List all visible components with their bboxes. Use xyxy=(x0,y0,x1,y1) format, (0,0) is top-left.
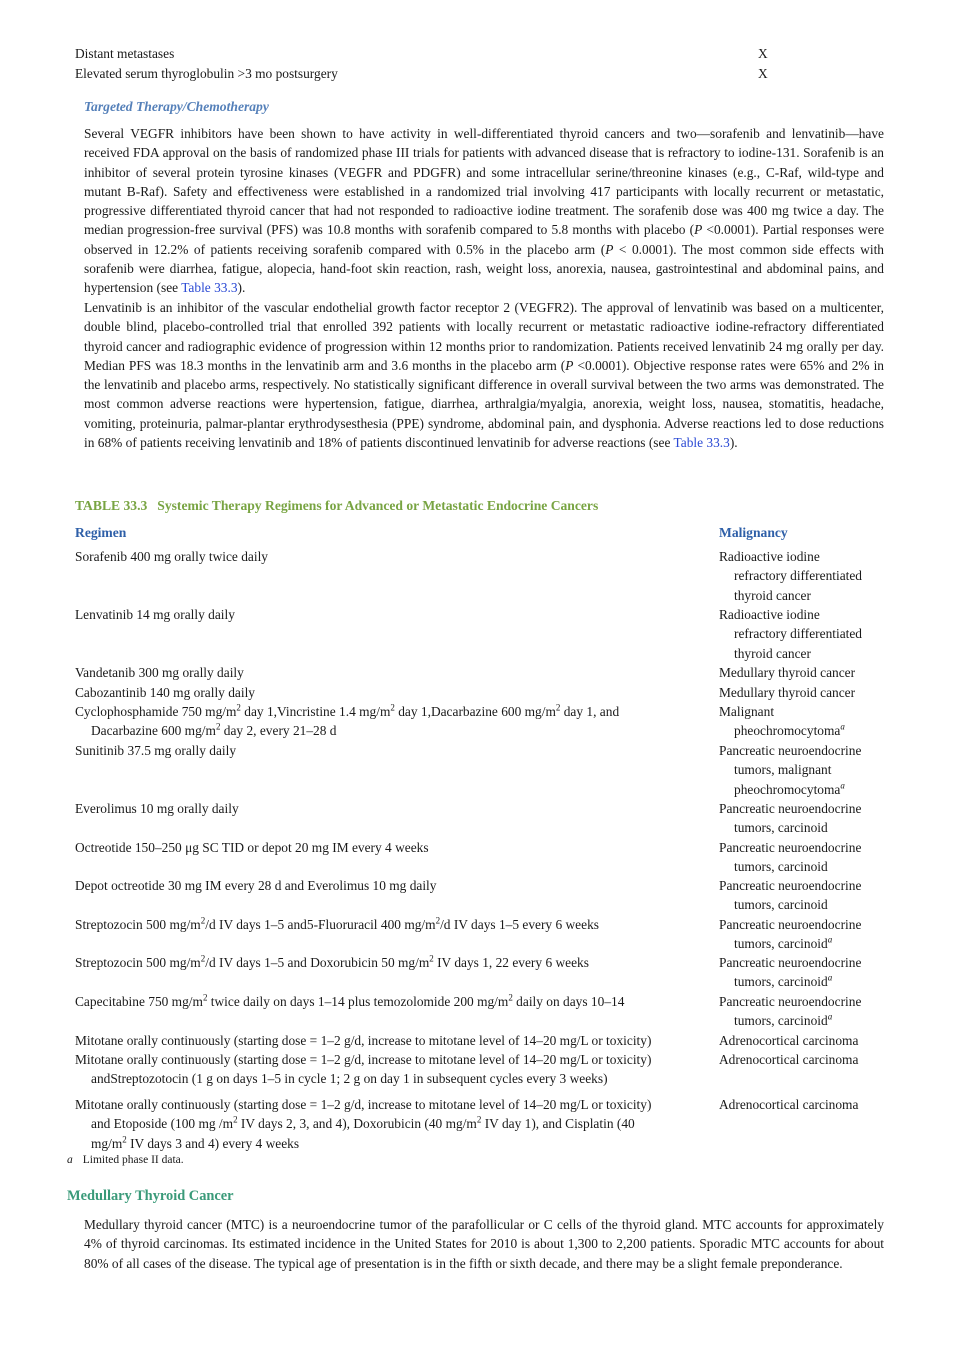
table-row xyxy=(75,915,885,953)
table-row xyxy=(75,799,885,838)
regimen-cell: Mitotane orally continuously (starting dose = 1–2 g/d, increase to mitotane level of 14–20 mg/L or toxicity) xyxy=(75,1033,652,1048)
table-row xyxy=(75,1031,885,1050)
table-row xyxy=(75,547,885,605)
malignancy-cell: Pancreatic neuroendocrine tumors, carcinoid xyxy=(719,840,862,875)
section-heading: Medullary Thyroid Cancer xyxy=(67,1188,234,1204)
regimen-cell: Lenvatinib 14 mg orally daily xyxy=(75,607,235,622)
malignancy-cell: Radioactive iodine refractory differentiated thyroid cancer xyxy=(719,549,863,603)
table-row xyxy=(75,741,885,799)
regimen-cell: Octreotide 150–250 μg SC TID or depot 20 mg IM every 4 weeks xyxy=(75,840,429,855)
regimen-cell: Sorafenib 400 mg orally twice daily xyxy=(75,549,269,564)
malignancy-cell: Adrenocortical carcinoma xyxy=(719,1097,859,1112)
regimen-cell: Cyclophosphamide 750 $mg/m^2$ day 1,Vincristine 1.4 $mg/m^2$ day 1,Dacarbazine 600 $mg/m^2$ day 1, and Dacarbazine 600 $mg/m^2$ day 2, every 21–28 d xyxy=(75,702,620,739)
malignancy-cell: Adrenocortical carcinoma xyxy=(719,1033,859,1048)
row-label: Elevated serum thyroglobulin >3 mo postsurgery xyxy=(75,66,338,81)
regimen-cell: Everolimus 10 mg orally daily xyxy=(75,801,239,816)
table-row xyxy=(75,663,885,683)
table-row xyxy=(75,683,885,702)
malignancy-cell: Pancreatic neuroendocrine tumors, carcinoid$^a$ xyxy=(719,955,862,990)
column-header-regimen: Regimen xyxy=(75,525,127,540)
body-paragraph: Lenvatinib is an inhibitor of the vascular endothelial growth factor receptor 2 (VEGFR2). The approval of lenvatinib was based on a multicenter, double blind, placebo-controlled trial that enrolled 392 patients with locally recurrent or metastatic radioactive iodine-refractory differentiated thyroid cancer and radiographic evidence of progression within 12 months prior to randomization. Patients received lenvatinib 24 mg orally per day. Median PFS was 18.3 months in the lenvatinib arm and 3.6 months in the placebo arm (P <0.0001). Objective response rates were 65% and 2% in the lenvatinib and placebo arms, respectively. No statistically significant difference in overall survival between the two arms was demonstrated. The most common adverse reactions were hypertension, fatigue, diarrhea, arthralgia/myalgia, anorexia, weight loss, nausea, stomatitis, headache, vomiting, proteinuria, palmar-plantar erythrodysesthesia (PPE) syndrome, abdominal pain, and dysphonia. Adverse reactions led to dose reductions in 68% of patients receiving lenvatinib and 18% of patients discontinued lenvatinib for adverse reactions (see Table 33.3). xyxy=(84,300,884,451)
malignancy-cell: Medullary thyroid cancer xyxy=(719,665,856,680)
malignancy-cell: Adrenocortical carcinoma xyxy=(719,1052,859,1067)
malignancy-cell: Pancreatic neuroendocrine tumors, carcinoid xyxy=(719,801,862,836)
regimen-cell: Vandetanib 300 mg orally daily xyxy=(75,665,244,680)
table-number: TABLE 33.3 xyxy=(75,498,148,513)
table-row xyxy=(75,992,885,1031)
body-paragraph: Several VEGFR inhibitors have been shown to have activity in well-differentiated thyroid cancers and two—sorafenib and lenvatinib—have received FDA approval on the basis of randomized phase III trials for patients with advanced disease that is refractory to iodine-131. Sorafenib is an inhibitor of several protein tyrosine kinases (VEGFR and PDGFR) and some intracellular serine/threonine kinases (e.g., C-Raf, wild-type and mutant B-Raf). Safety and effectiveness were established in a randomized trial involving 417 participants with locally recurrent or metastatic, progressive differentiated thyroid cancer that had not responded to radioactive iodine treatment. The sorafenib dose was 400 mg twice a day. The median progression-free survival (PFS) was 10.8 months with sorafenib compared to 5.8 months with placebo (P <0.0001). Partial responses were observed in 12.2% of patients receiving sorafenib compared with 0.5% in the placebo arm (P < 0.0001). The most common side effects with sorafenib were diarrhea, fatigue, alopecia, hand-foot skin reaction, rash, weight loss, anorexia, nausea, gastrointestinal and abdominal pains, and hypertension (see Table 33.3). xyxy=(84,126,885,296)
table-row xyxy=(75,1050,885,1095)
regimen-cell: Depot octreotide 30 mg IM every 28 d and Everolimus 10 mg daily xyxy=(75,878,437,893)
regimen-cell: Mitotane orally continuously (starting dose = 1–2 g/d, increase to mitotane level of 14–20 mg/L or toxicity) and Etoposide (100 mg $/m^2$ IV days 2, 3, and 4), Doxorubicin (40 $mg/m^2$ IV day 1), and Cisplatin (40 $mg/m^2$ IV days 3 and 4) every 4 weeks xyxy=(75,1097,652,1151)
malignancy-cell: Pancreatic neuroendocrine tumors, carcinoid$^a$ xyxy=(719,917,862,952)
table-title xyxy=(75,498,598,514)
table-link[interactable]: Table 33.3 xyxy=(181,280,238,296)
malignancy-cell: Medullary thyroid cancer xyxy=(719,685,856,700)
table-body xyxy=(75,547,885,1155)
regimen-cell: Sunitinib 37.5 mg orally daily xyxy=(75,743,237,758)
malignancy-cell: Pancreatic neuroendocrine tumors, carcinoid xyxy=(719,878,862,913)
malignancy-cell: Radioactive iodine refractory differentiated thyroid cancer xyxy=(719,607,863,661)
column-header-malignancy: Malignancy xyxy=(719,525,788,540)
row-mark: X xyxy=(758,46,768,61)
table-row xyxy=(75,605,885,663)
regimen-cell: Streptozocin 500 $mg/m^2/d$ IV days 1–5 and5-Fluoruracil 400 $mg/m^2/d$ IV days 1–5 every 6 weeks xyxy=(75,915,599,932)
row-mark: X xyxy=(758,66,768,81)
regimen-cell: Cabozantinib 140 mg orally daily xyxy=(75,685,255,700)
table-link[interactable]: Table 33.3 xyxy=(673,435,730,451)
body-paragraph: Medullary thyroid cancer (MTC) is a neuroendocrine tumor of the parafollicular or C cells of the thyroid gland. MTC accounts for approximately 4% of thyroid carcinomas. Its estimated incidence in the United States for 2010 is about 1,300 to 2,200 patients. Sporadic MTC accounts for about 80% of all cases of the disease. The typical age of presentation is in the fifth or sixth decade, and there may be a slight female preponderance. xyxy=(84,1217,884,1271)
table-footnote: a Limited phase II data. xyxy=(67,1154,184,1166)
table-row xyxy=(75,838,885,876)
table-row xyxy=(75,953,885,992)
malignancy-cell: Malignant pheochromocytoma$^a$ xyxy=(719,704,845,739)
table-row xyxy=(75,702,885,741)
malignancy-cell: Pancreatic neuroendocrine tumors, carcinoid$^a$ xyxy=(719,994,862,1029)
table-row xyxy=(75,876,885,915)
table-row xyxy=(75,1095,885,1155)
row-label: Distant metastases xyxy=(75,46,175,61)
regimen-cell: Streptozocin 500 $mg/m^2/d$ IV days 1–5 and Doxorubicin 50 $mg/m^2$ IV days 1, 22 every 6 weeks xyxy=(75,953,589,970)
regimen-cell: Capecitabine 750 $mg/m^2$ twice daily on days 1–14 plus temozolomide 200 $mg/m^2$ daily on days 10–14 xyxy=(75,992,625,1009)
malignancy-cell: Pancreatic neuroendocrine tumors, malignant pheochromocytoma$^a$ xyxy=(719,743,862,797)
subsection-heading: Targeted Therapy/Chemotherapy xyxy=(84,99,269,114)
table-caption: Systemic Therapy Regimens for Advanced or Metastatic Endocrine Cancers xyxy=(157,498,599,513)
regimen-cell: Mitotane orally continuously (starting dose = 1–2 g/d, increase to mitotane level of 14–20 mg/L or toxicity) andStreptozotocin (1 g on days 1–5 in cycle 1; 2 g on day 1 in subsequent cycles every 3 weeks) xyxy=(75,1052,652,1087)
